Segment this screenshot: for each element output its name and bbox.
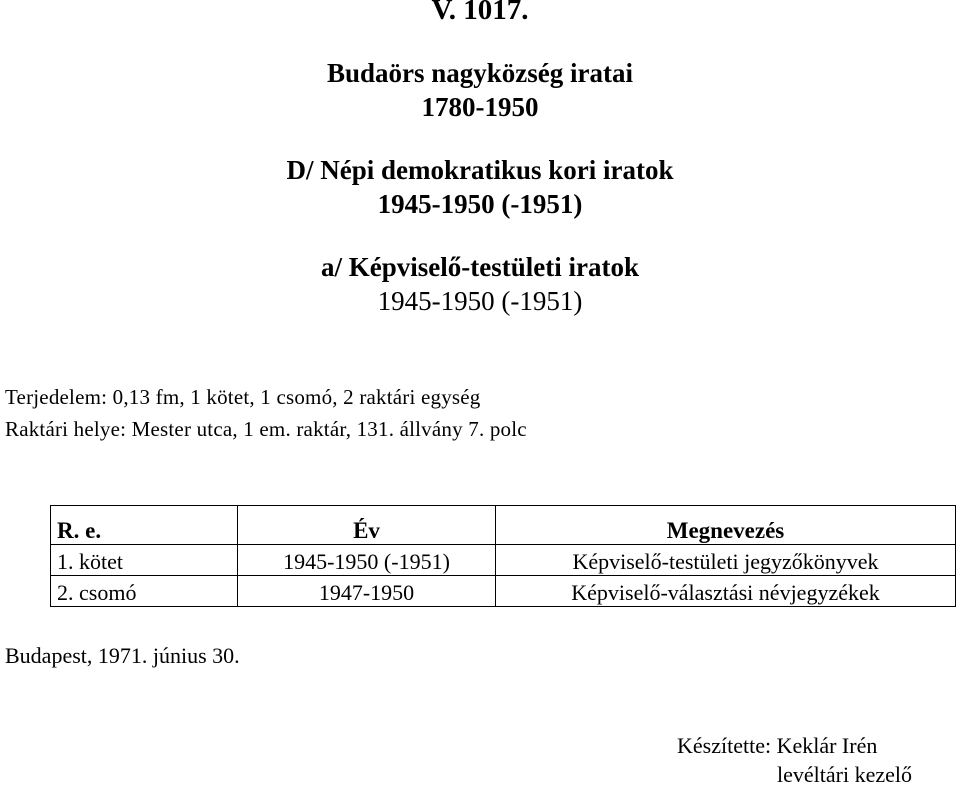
row-ref: 2. csomó [51, 576, 238, 607]
prepared-by: Készítette: Keklár Irén [677, 733, 878, 758]
table-row [51, 545, 956, 576]
header-year: Év [238, 506, 496, 545]
row-year: 1945-1950 (-1951) [238, 545, 496, 576]
header-name: Megnevezés [496, 506, 956, 545]
row-ref: 1. kötet [51, 545, 238, 576]
document-number: V. 1017. [431, 0, 529, 26]
subseries-title: a/ Képviselő-testületi iratok [321, 252, 639, 282]
subseries-years: 1945-1950 (-1951) [377, 286, 583, 316]
fonds-years: 1780-1950 [421, 92, 539, 122]
place-and-date: Budapest, 1971. június 30. [5, 643, 240, 668]
archival-units-table [50, 505, 956, 607]
part-title: D/ Népi demokratikus kori iratok [286, 155, 674, 185]
extent-line: Terjedelem: 0,13 fm, 1 kötet, 1 csomó, 2 raktári egység [5, 385, 481, 409]
preparer-role: levéltári kezelő [777, 762, 912, 787]
row-year: 1947-1950 [238, 576, 496, 607]
fonds-title: Budaörs nagyközség iratai [326, 58, 634, 88]
table-row [51, 576, 956, 607]
row-name: Képviselő-választási névjegyzékek [496, 576, 956, 607]
part-years: 1945-1950 (-1951) [377, 189, 583, 219]
storage-location-line: Raktári helye: Mester utca, 1 em. raktár, 131. állvány 7. polc [5, 417, 527, 441]
table-header-row [51, 506, 956, 545]
header-ref: R. e. [51, 506, 238, 545]
row-name: Képviselő-testületi jegyzőkönyvek [496, 545, 956, 576]
